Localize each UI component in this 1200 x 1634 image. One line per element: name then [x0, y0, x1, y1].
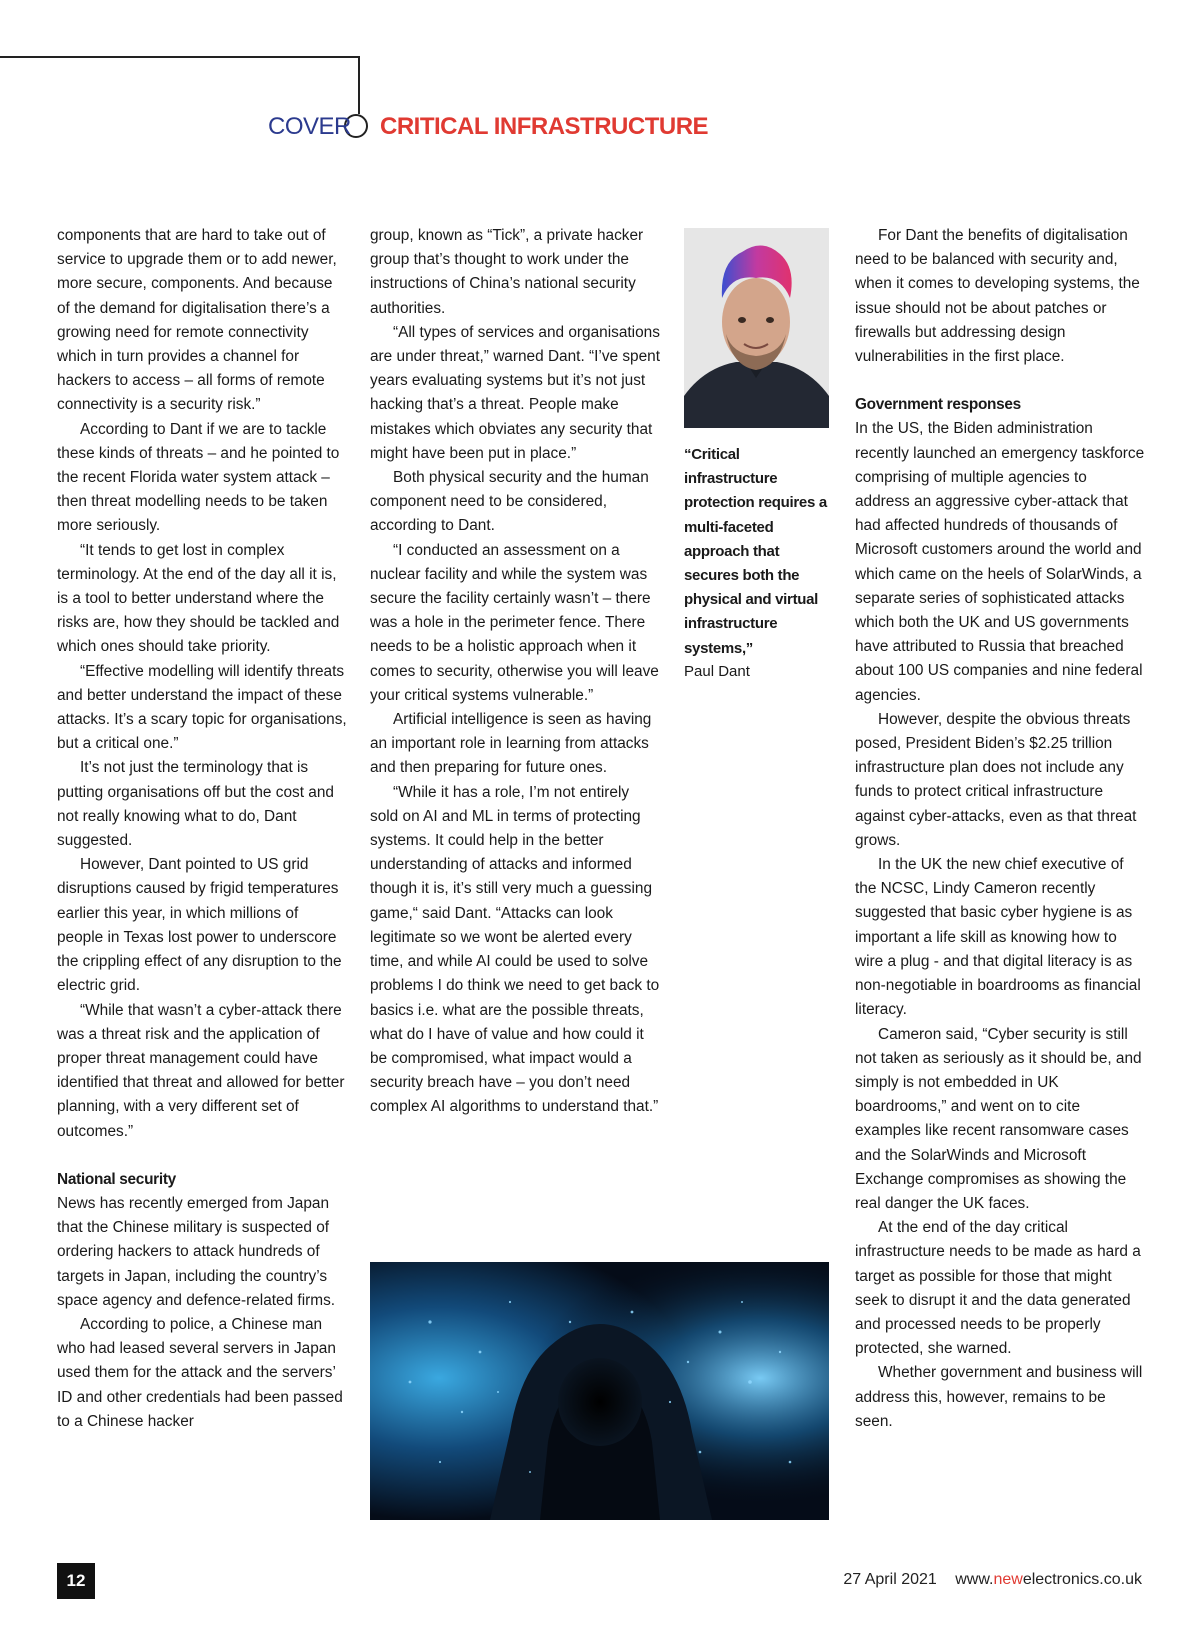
paragraph: “Effective modelling will identify threats and better understand the impact of these attacks. It’s a scary topic for organisations, but a critical one.” — [57, 662, 347, 753]
paragraph: “While it has a role, I’m not entirely sold on AI and ML in terms of protecting systems. It could help in the better understanding of attacks and informed though it is, it’s still very much a guessing game,“ said Dant. “Attacks can look legitimate so we wont be alerted every time, and while AI could be used to solve problems I do think we need to get back to basics i.e. what are the possible threats, what do I have of value and how could it be compromised, what impact would a security breach have – you don’t need complex AI algorithms to understand that.” — [370, 783, 660, 1116]
paragraph: News has recently emerged from Japan that the Chinese military is suspected of ordering hackers to attack hundreds of targets in Japan, including the country’s space agency and defence-related firms. — [57, 1194, 336, 1309]
paragraph: components that are hard to take out of service to upgrade them or to add newer, more secure, components. And because of the demand for digitalisation there’s a growing need for remote connectivity which in turn provides a channel for hackers to access – all forms of remote connectivity is a security risk.” — [57, 227, 337, 414]
subheading-national-security: National security — [57, 1170, 176, 1188]
paragraph: Both physical security and the human component need to be considered, according to Dant. — [370, 469, 649, 535]
website-url[interactable] — [955, 1571, 1142, 1588]
paragraph: group, known as “Tick”, a private hacker group that’s thought to work under the instructions of China’s national security authorities. — [370, 227, 644, 317]
paragraph: At the end of the day critical infrastructure needs to be made as hard a target as possible for those that might seek to disrupt it and the data generated and processed needs to be properly protected, she warned. — [855, 1219, 1141, 1358]
issue-date: 27 April 2021 — [843, 1571, 937, 1588]
paragraph: Artificial intelligence is seen as having an important role in learning from attacks and then preparing for future ones. — [370, 711, 652, 777]
footer — [843, 1569, 1142, 1591]
article-column-2 — [370, 224, 660, 1120]
url-highlight: new — [993, 1571, 1023, 1588]
paragraph: Whether government and business will address this, however, remains to be seen. — [855, 1364, 1143, 1430]
paragraph: It’s not just the terminology that is putting organisations off but the cost and not really knowing what to do, Dant suggested. — [57, 759, 334, 850]
hooded-hacker-image — [370, 1262, 829, 1520]
paragraph: “All types of services and organisations are under threat,” warned Dant. “I’ve spent years evaluating systems but it’s not just hacking that’s a threat. People make mistakes which obviates any security that might have been put in place.” — [370, 323, 661, 462]
paragraph: Cameron said, “Cyber security is still not taken as seriously as it should be, and simply is not embedded in UK boardrooms,” and went on to cite examples like recent ransomware cases and the SolarWinds and Microsoft Exchange compromises as showing the real danger the UK faces. — [855, 1025, 1142, 1212]
page-number: 12 — [57, 1563, 95, 1599]
paragraph: “I conducted an assessment on a nuclear facility and while the system was secure the facility certainly wasn’t – there was a hole in the perimeter fence. There needs to be a holistic approach when it comes to security, otherwise you will leave your critical systems vulnerable.” — [370, 541, 659, 704]
subheading-government-responses: Government responses — [855, 396, 1021, 414]
article-column-1 — [57, 224, 347, 1434]
url-prefix: www. — [955, 1571, 994, 1588]
paragraph: However, Dant pointed to US grid disruptions caused by frigid temperatures earlier this year, in which millions of people in Texas lost power to underscore the crippling effect of any disruption to the electric grid. — [57, 856, 342, 995]
paragraph: According to police, a Chinese man who had leased several servers in Japan used them for the attack and the servers’ ID and other credentials had been passed to a Chinese hacker — [57, 1315, 343, 1430]
pull-quote-attribution: Paul Dant — [684, 663, 750, 680]
portrait-photo-paul-dant — [684, 228, 829, 428]
pull-quote: “Critical infrastructure protection requires a multi-faceted approach that secures both the physical and virtual infrastructure systems,” — [684, 446, 827, 657]
section-topic: CRITICAL INFRASTRUCTURE — [380, 113, 709, 140]
paragraph: In the UK the new chief executive of the NCSC, Lindy Cameron recently suggested that basic cyber hygiene is as important a life skill as knowing how to wire a plug - and that digital literacy is as non-negotiable in boardrooms as financial literacy. — [855, 856, 1141, 1019]
section-label: COVER — [268, 113, 351, 140]
header-rule-vertical — [358, 56, 360, 114]
header-rule-horizontal — [0, 56, 360, 58]
url-suffix: electronics.co.uk — [1022, 1571, 1142, 1588]
paragraph: According to Dant if we are to tackle these kinds of threats – and he pointed to the recent Florida water system attack – then threat modelling needs to be taken more seriously. — [57, 420, 340, 535]
paragraph: “While that wasn’t a cyber-attack there was a threat risk and the application of proper threat management could have identified that threat and allowed for better planning, with a very different set of outcomes.” — [57, 1001, 345, 1140]
paragraph: In the US, the Biden administration recently launched an emergency taskforce comprising of multiple agencies to address an aggressive cyber-attack that had affected hundreds of thousands of Microsoft customers around the world and which came on the heels of SolarWinds, a separate series of sophisticated attacks which both the UK and US governments have attributed to Russia that breached about 100 US companies and nine federal agencies. — [855, 420, 1145, 704]
paragraph: For Dant the benefits of digitalisation need to be balanced with security and, when it comes to developing systems, the issue should not be about patches or firewalls but addressing design vulnerabilities in the first place. — [855, 227, 1140, 366]
paragraph: However, despite the obvious threats posed, President Biden’s $2.25 trillion infrastructure plan does not include any funds to protect critical infrastructure against cyber-attacks, even as that threat grows. — [855, 710, 1137, 849]
article-column-4 — [855, 224, 1145, 1434]
paragraph: “It tends to get lost in complex terminology. At the end of the day all it is, is a tool to better understand where the risks are, how they should be tackled and which ones should take priority. — [57, 541, 340, 656]
